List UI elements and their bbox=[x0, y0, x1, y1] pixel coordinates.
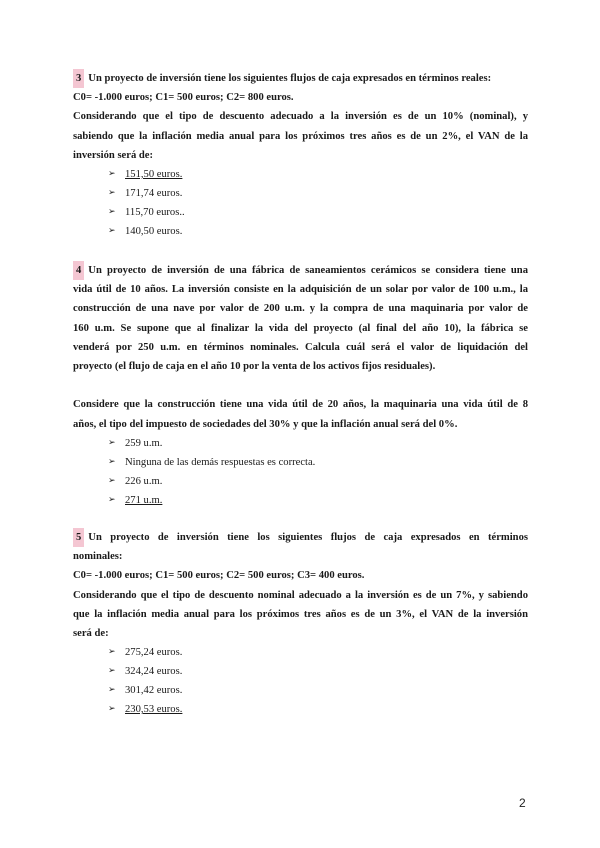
question-4-line-4: 160 u.m. Se supone que al finalizar la vida del proyecto (al final del año 10), la fábrica se bbox=[73, 322, 528, 334]
question-4-line-9: años, el tipo del impuesto de sociedades del 30% y que la inflación anual será del 0%. bbox=[73, 418, 458, 430]
answer-option[interactable]: ➢ 115,70 euros.. bbox=[108, 203, 528, 222]
question-5-line-2: nominales: bbox=[73, 551, 123, 563]
question-3-line-3: Considerando que el tipo de descuento adecuado a la inversión es de un 10% (nominal), y bbox=[73, 111, 528, 123]
question-4-line-5: venderá por 250 u.m. en términos nominales. Calcula cuál será el valor de liquidación del bbox=[73, 341, 528, 353]
arrow-bullet-icon: ➢ bbox=[108, 475, 116, 486]
question-5-line-4: Considerando que el tipo de descuento nominal adecuado a la inversión es de un 7%, y sabiendo bbox=[73, 589, 528, 601]
question-4-line-1: 4 Un proyecto de inversión de una fábrica de saneamientos cerámicos se considera tiene una bbox=[73, 261, 528, 280]
answer-option[interactable]: ➢ 151,50 euros. bbox=[108, 165, 528, 184]
question-4-line-2: vida útil de 10 años. La inversión consiste en la adquisición de un solar por valor de 100 u.m., la bbox=[73, 284, 528, 296]
question-4-options bbox=[108, 434, 528, 510]
answer-option[interactable]: ➢ 171,74 euros. bbox=[108, 184, 528, 203]
question-number-badge: 5 bbox=[73, 528, 84, 547]
question-number-badge: 3 bbox=[73, 69, 84, 88]
question-5 bbox=[73, 528, 528, 719]
page-number: 2 bbox=[519, 796, 526, 810]
answer-option[interactable]: ➢ 230,53 euros. bbox=[108, 700, 528, 719]
arrow-bullet-icon: ➢ bbox=[108, 494, 116, 505]
arrow-bullet-icon: ➢ bbox=[108, 168, 116, 179]
question-5-line-3: C0= -1.000 euros; C1= 500 euros; C2= 500 euros; C3= 400 euros. bbox=[73, 570, 365, 582]
arrow-bullet-icon: ➢ bbox=[108, 704, 116, 715]
question-3-line-4: sabiendo que la inflación media anual para los próximos tres años es de un 2%, el VAN de la bbox=[73, 130, 528, 142]
arrow-bullet-icon: ➢ bbox=[108, 456, 116, 467]
arrow-bullet-icon: ➢ bbox=[108, 685, 116, 696]
arrow-bullet-icon: ➢ bbox=[108, 225, 116, 236]
question-4-line-6: proyecto (el flujo de caja en el año 10 por la venta de los activos fijos residuales). bbox=[73, 360, 436, 372]
question-5-options bbox=[108, 643, 528, 719]
answer-option[interactable]: ➢ 271 u.m. bbox=[108, 491, 528, 510]
question-3-line-5: inversión será de: bbox=[73, 149, 154, 161]
question-5-line-6: será de: bbox=[73, 627, 109, 639]
arrow-bullet-icon: ➢ bbox=[108, 206, 116, 217]
arrow-bullet-icon: ➢ bbox=[108, 437, 116, 448]
question-5-line-5: que la inflación media anual para los próximos tres años es de un 3%, el VAN de la inversión bbox=[73, 608, 528, 620]
question-4 bbox=[73, 261, 528, 510]
answer-option[interactable]: ➢ 140,50 euros. bbox=[108, 222, 528, 241]
question-number-badge: 4 bbox=[73, 261, 84, 280]
answer-option[interactable]: ➢ 275,24 euros. bbox=[108, 643, 528, 662]
question-3 bbox=[73, 69, 528, 241]
question-3-line-2: C0= -1.000 euros; C1= 500 euros; C2= 800 euros. bbox=[73, 92, 294, 104]
question-5-line-1: 5 Un proyecto de inversión tiene los siguientes flujos de caja expresados en términos bbox=[73, 528, 528, 547]
arrow-bullet-icon: ➢ bbox=[108, 647, 116, 658]
paragraph-gap bbox=[73, 376, 528, 395]
answer-option[interactable]: ➢ Ninguna de las demás respuestas es correcta. bbox=[108, 453, 528, 472]
question-4-line-3: construcción de una nave por valor de 200 u.m. y la compra de una maquinaria por valor de bbox=[73, 303, 528, 315]
answer-option[interactable]: ➢ 324,24 euros. bbox=[108, 662, 528, 681]
answer-option[interactable]: ➢ 259 u.m. bbox=[108, 434, 528, 453]
arrow-bullet-icon: ➢ bbox=[108, 187, 116, 198]
question-3-options bbox=[108, 165, 528, 241]
question-4-line-8: Considere que la construcción tiene una vida útil de 20 años, la maquinaria una vida útil de 8 bbox=[73, 399, 528, 411]
question-3-line-1: 3 Un proyecto de inversión tiene los siguientes flujos de caja expresados en términos reales: bbox=[73, 69, 528, 88]
arrow-bullet-icon: ➢ bbox=[108, 666, 116, 677]
answer-option[interactable]: ➢ 301,42 euros. bbox=[108, 681, 528, 700]
answer-option[interactable]: ➢ 226 u.m. bbox=[108, 472, 528, 491]
